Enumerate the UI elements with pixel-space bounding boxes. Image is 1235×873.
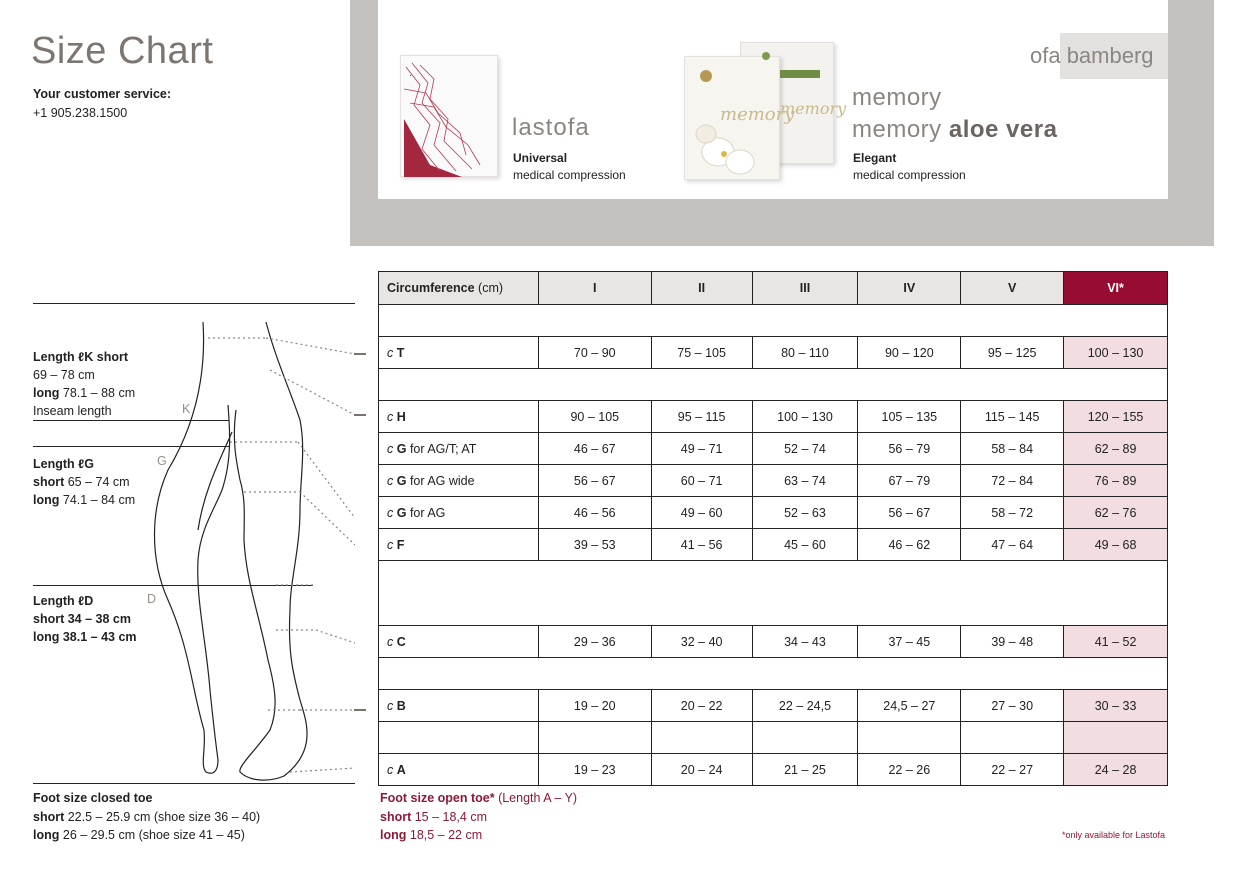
header-circumference: Circumference (cm) (379, 272, 539, 305)
length-g-note: Length ℓG short 65 – 74 cm long 74.1 – 84 cm (33, 457, 136, 507)
size-cell: 37 – 45 (858, 626, 961, 658)
marker-k: K (182, 402, 191, 416)
lastofa-brand-name: lastofa (512, 114, 590, 141)
size-cell: 21 – 25 (752, 754, 858, 786)
size-cell: 56 – 67 (858, 497, 961, 529)
size-cell: 49 – 68 (1064, 529, 1168, 561)
size-cell: 62 – 89 (1064, 433, 1168, 465)
size-cell: 100 – 130 (1064, 337, 1168, 369)
table-row-spacer (379, 658, 1168, 690)
size-cell: 90 – 120 (858, 337, 961, 369)
marker-g: G (157, 454, 167, 468)
lastofa-product-image (400, 55, 500, 179)
size-cell: 49 – 71 (651, 433, 752, 465)
size-cell: 52 – 74 (752, 433, 858, 465)
size-cell: 34 – 43 (752, 626, 858, 658)
size-cell: 60 – 71 (651, 465, 752, 497)
header-size-vi: VI* (1064, 272, 1168, 305)
size-cell: 70 – 90 (538, 337, 651, 369)
table-row-spacer (379, 305, 1168, 337)
size-cell: 95 – 115 (651, 401, 752, 433)
header-size: V (961, 272, 1064, 305)
customer-service-label: Your customer service: (33, 87, 172, 101)
size-cell: 22 – 27 (961, 754, 1064, 786)
availability-note: *only available for Lastofa (1062, 830, 1166, 840)
size-cell: 46 – 67 (538, 433, 651, 465)
row-label: c T (379, 337, 539, 369)
lastofa-tagline: Universal (513, 151, 568, 165)
size-cell: 63 – 74 (752, 465, 858, 497)
size-chart-table (378, 271, 1168, 786)
header-size: I (538, 272, 651, 305)
row-label: c G for AG wide (379, 465, 539, 497)
size-cell: 67 – 79 (858, 465, 961, 497)
size-cell: 41 – 56 (651, 529, 752, 561)
row-label: c G for AG/T; AT (379, 433, 539, 465)
lastofa-description: medical compression (513, 168, 626, 182)
memory-product-image (684, 42, 847, 182)
separator-top (33, 303, 355, 304)
size-cell: 20 – 22 (651, 690, 752, 722)
size-cell: 72 – 84 (961, 465, 1064, 497)
row-label: c F (379, 529, 539, 561)
size-cell: 76 – 89 (1064, 465, 1168, 497)
size-cell: 115 – 145 (961, 401, 1064, 433)
size-cell: 24 – 28 (1064, 754, 1168, 786)
size-cell: 47 – 64 (961, 529, 1064, 561)
memory-brand-name: memory (852, 84, 942, 111)
table-row-spacer (379, 369, 1168, 401)
size-cell: 75 – 105 (651, 337, 752, 369)
length-k-note: Length ℓK short 69 – 78 cm long 78.1 – 88 cm Inseam length (33, 350, 136, 418)
row-label: c B (379, 690, 539, 722)
table-row (379, 626, 1168, 658)
table-row (379, 497, 1168, 529)
row-label: c A (379, 754, 539, 786)
size-cell: 24,5 – 27 (858, 690, 961, 722)
row-label: c C (379, 626, 539, 658)
customer-service-phone[interactable]: +1 905.238.1500 (33, 106, 128, 120)
size-cell: 56 – 79 (858, 433, 961, 465)
memory-aloe-vera-brand-name: memory aloe vera (852, 116, 1058, 143)
page-title: Size Chart (31, 30, 214, 72)
size-cell: 32 – 40 (651, 626, 752, 658)
size-cell: 41 – 52 (1064, 626, 1168, 658)
size-cell: 19 – 23 (538, 754, 651, 786)
header-size: III (752, 272, 858, 305)
size-cell: 29 – 36 (538, 626, 651, 658)
svg-text:memory: memory (780, 99, 847, 118)
size-cell: 22 – 26 (858, 754, 961, 786)
table-row-spacer (379, 722, 1168, 754)
memory-tagline: Elegant (853, 151, 897, 165)
size-cell: 58 – 72 (961, 497, 1064, 529)
size-cell: 46 – 56 (538, 497, 651, 529)
size-cell: 27 – 30 (961, 690, 1064, 722)
size-cell: 105 – 135 (858, 401, 961, 433)
size-cell: 39 – 53 (538, 529, 651, 561)
size-cell: 22 – 24,5 (752, 690, 858, 722)
table-row (379, 433, 1168, 465)
size-cell: 90 – 105 (538, 401, 651, 433)
size-cell: 80 – 110 (752, 337, 858, 369)
size-cell: 49 – 60 (651, 497, 752, 529)
size-cell: 39 – 48 (961, 626, 1064, 658)
size-cell: 100 – 130 (752, 401, 858, 433)
table-row (379, 401, 1168, 433)
ofa-bamberg-logo: ofa bamberg (1030, 33, 1168, 79)
size-cell: 56 – 67 (538, 465, 651, 497)
table-row (379, 337, 1168, 369)
size-cell: 58 – 84 (961, 433, 1064, 465)
table-row (379, 529, 1168, 561)
size-cell: 95 – 125 (961, 337, 1064, 369)
table-row (379, 690, 1168, 722)
table-row (379, 465, 1168, 497)
size-cell: 30 – 33 (1064, 690, 1168, 722)
size-cell: 20 – 24 (651, 754, 752, 786)
size-cell: 120 – 155 (1064, 401, 1168, 433)
length-d-note: Length ℓD short 34 – 38 cm long 38.1 – 43 cm (33, 594, 137, 644)
row-label: c G for AG (379, 497, 539, 529)
size-cell: 52 – 63 (752, 497, 858, 529)
memory-description: medical compression (853, 168, 966, 182)
row-label: c H (379, 401, 539, 433)
size-cell: 19 – 20 (538, 690, 651, 722)
header-size: II (651, 272, 752, 305)
table-header-row (379, 272, 1168, 305)
table-row-spacer (379, 561, 1168, 626)
size-cell: 62 – 76 (1064, 497, 1168, 529)
svg-text:memory: memory (720, 104, 795, 125)
size-cell: 45 – 60 (752, 529, 858, 561)
table-row (379, 754, 1168, 786)
foot-size-closed-toe: Foot size closed toe short 22.5 – 25.9 cm (shoe size 36 – 40) long 26 – 29.5 cm (shoe size 41 – 45) (33, 791, 261, 842)
foot-size-open-toe: Foot size open toe* (Length A – Y) short 15 – 18,4 cm long 18,5 – 22 cm (380, 791, 578, 842)
size-cell: 46 – 62 (858, 529, 961, 561)
header-size: IV (858, 272, 961, 305)
marker-d: D (147, 592, 157, 606)
